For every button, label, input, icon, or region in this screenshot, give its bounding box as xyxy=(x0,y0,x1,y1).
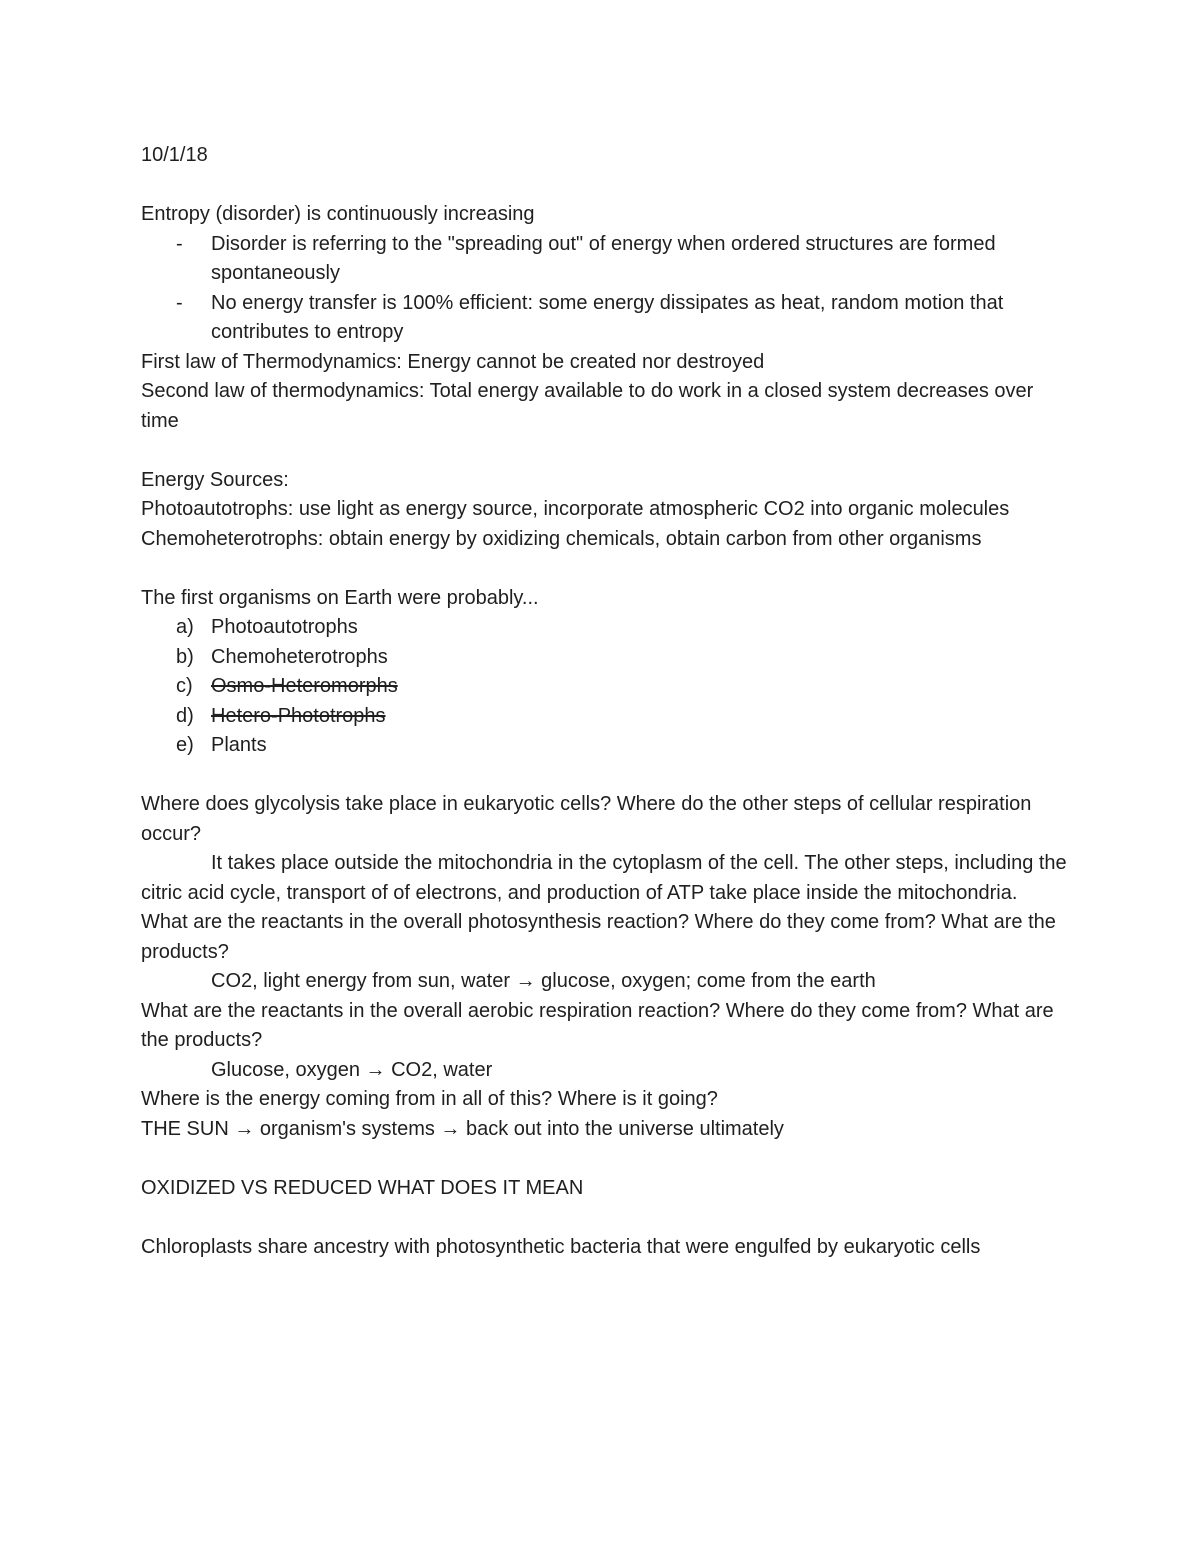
respiration-question: What are the reactants in the overall aerobic respiration reaction? Where do they come from? What are the products? xyxy=(141,999,1054,1051)
option-text: Chemoheterotrophs xyxy=(211,645,388,668)
respiration-answer: Glucose, oxygen → CO2, water xyxy=(211,1058,493,1081)
bullet-text: No energy transfer is 100% efficient: some energy dissipates as heat, random motion that contributes to entropy xyxy=(211,291,1004,343)
date-line: 10/1/18 xyxy=(141,144,208,166)
chloroplasts-line: Chloroplasts share ancestry with photosynthetic bacteria that were engulfed by eukaryotic cells xyxy=(141,1235,981,1258)
question-prompt: The first organisms on Earth were probably... xyxy=(141,586,539,609)
option-d xyxy=(141,702,1071,732)
option-marker: c) xyxy=(176,675,193,697)
option-text-struck: Hetero-Phototrophs xyxy=(211,704,386,727)
option-marker: b) xyxy=(176,645,194,668)
entropy-bullets xyxy=(141,230,1071,348)
spacer xyxy=(141,436,1071,466)
bullet-text: Disorder is referring to the "spreading out" of energy when ordered structures are formed spontaneously xyxy=(211,232,996,284)
spacer xyxy=(141,1144,1071,1174)
bullet-item xyxy=(141,289,1071,348)
option-text-struck: Osmo-Heteromorphs xyxy=(211,675,398,697)
glycolysis-answer xyxy=(141,849,1071,908)
document-page xyxy=(141,141,1071,1262)
option-a xyxy=(141,613,1071,643)
bullet-marker: - xyxy=(176,232,183,255)
first-law: First law of Thermodynamics: Energy cannot be created nor destroyed xyxy=(141,350,765,373)
option-c xyxy=(141,672,1071,702)
chemoheterotrophs-line: Chemoheterotrophs: obtain energy by oxidizing chemicals, obtain carbon from other organisms xyxy=(141,527,982,550)
second-law: Second law of thermodynamics: Total energy available to do work in a closed system decreases over time xyxy=(141,380,1034,432)
option-marker: d) xyxy=(176,704,194,727)
option-text: Plants xyxy=(211,734,267,756)
photoautotrophs-line: Photoautotrophs: use light as energy source, incorporate atmospheric CO2 into organic molecules xyxy=(141,498,1010,520)
photosynthesis-answer: CO2, light energy from sun, water → glucose, oxygen; come from the earth xyxy=(211,970,876,992)
option-text: Photoautotrophs xyxy=(211,616,358,638)
energy-question: Where is the energy coming from in all of this? Where is it going? xyxy=(141,1088,718,1110)
answer-options xyxy=(141,613,1071,761)
glycolysis-question: Where does glycolysis take place in eukaryotic cells? Where do the other steps of cellular respiration occur? xyxy=(141,793,1032,845)
spacer xyxy=(141,761,1071,791)
photosynthesis-question: What are the reactants in the overall photosynthesis reaction? Where do they come from? What are the products? xyxy=(141,911,1056,963)
spacer xyxy=(141,1203,1071,1233)
bullet-item xyxy=(141,230,1071,289)
option-marker: e) xyxy=(176,734,194,756)
bullet-marker: - xyxy=(176,291,183,314)
glycolysis-answer-text: It takes place outside the mitochondria in the cytoplasm of the cell. The other steps, including the citric acid cycle, transport of of electrons, and production of ATP take place inside the mitochondria. xyxy=(141,852,1067,904)
entropy-heading: Entropy (disorder) is continuously increasing xyxy=(141,203,535,225)
option-marker: a) xyxy=(176,616,194,638)
energy-answer: THE SUN → organism's systems → back out into the universe ultimately xyxy=(141,1117,784,1140)
energy-sources-heading: Energy Sources: xyxy=(141,468,289,491)
option-e xyxy=(141,731,1071,761)
oxidized-heading: OXIDIZED VS REDUCED WHAT DOES IT MEAN xyxy=(141,1176,584,1199)
option-b xyxy=(141,643,1071,673)
spacer xyxy=(141,554,1071,584)
spacer xyxy=(141,171,1071,201)
